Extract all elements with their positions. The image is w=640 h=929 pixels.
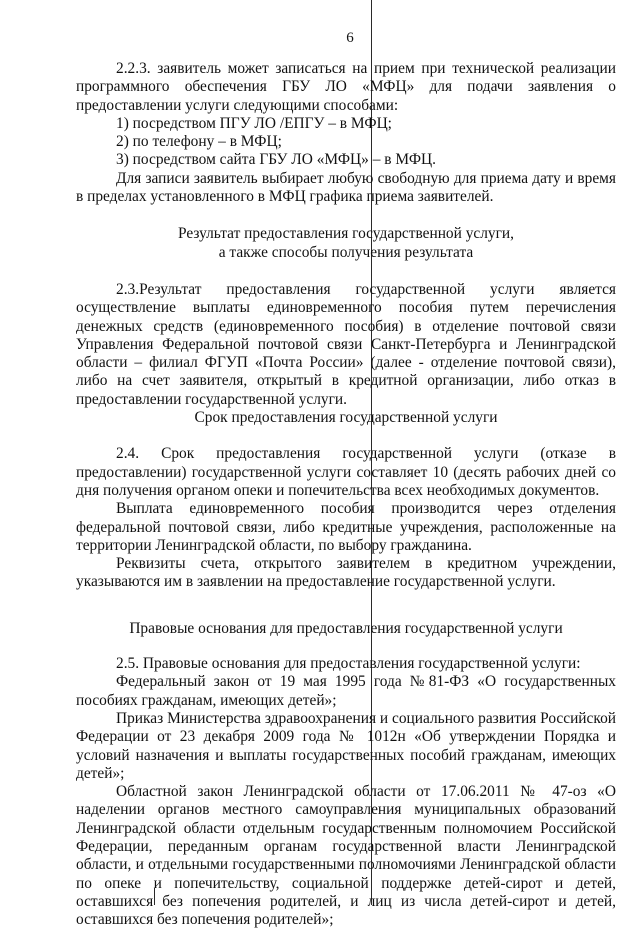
document-body — [76, 60, 616, 929]
paragraph-2-2-3: 2.2.3. заявитель может записаться на прием при технической реализации программного обеспечения ГБУ ЛО «МФЦ» для подачи заявления о предоставлении услуги следующими способами: — [76, 60, 616, 114]
page-number: 6 — [346, 30, 354, 46]
heading-term: Срок предоставления государственной услуги — [194, 409, 498, 427]
paragraph-regional-law: Областной закон Ленинградской области от 17.06.2011 № 47-оз «О наделении органов местного самоуправления муниципальных образований Ленинградской области отдельным государственным полномочием Российской Федерации, переданным органам государственной власти Ленинградской области, и отдельными государственными полномочиями Ленинградской области по опеке и попечительству, социальной поддержке детей-сирот и детей, оставшихся без попечения родителей, и лиц из числа детей-сирот и детей, оставшихся без попечения родителей»; — [76, 783, 616, 929]
paragraph-2-3: 2.3.Результат предоставления государственной услуги является осуществление выплаты единовременного пособия путем перечисления денежных средств (единовременного пособия) в отделение почтовой связи Управления Федеральной почтовой связи Санкт-Петербурга и Ленинградской области – филиал ФГУП «Почта России» (далее - отделение почтовой связи), либо на счет заявителя, открытый в кредитной организации, либо отказ в предоставлении государственной услуги. — [76, 280, 616, 408]
list-item-1: 1) посредством ПГУ ЛО /ЕПГУ – в МФЦ; — [116, 114, 392, 132]
list-item-3: 3) посредством сайта ГБУ ЛО «МФЦ» – в МФЦ. — [116, 151, 436, 169]
paragraph-federal-law: Федеральный закон от 19 мая 1995 года №81-ФЗ «О государственных пособиях гражданам, имеющих детей»; — [76, 673, 616, 709]
paragraph-payment: Выплата единовременного пособия производится через отделения федеральной почтовой связи, либо кредитные учреждения, расположенные на территории Ленинградской области, по выбору гражданина. — [76, 500, 616, 554]
heading-result-line1: Результат предоставления государственной услуги, — [177, 225, 515, 243]
paragraph-2-4: 2.4. Срок предоставления государственной услуги (отказе в предоставлении) государственной услуги составляет 10 (десять рабочих дней со дня получения органом опеки и попечительства всех необходимых документов. — [76, 445, 616, 499]
paragraph-2-5: 2.5. Правовые основания для предоставления государственной услуги: — [116, 655, 581, 673]
list-item-2: 2) по телефону – в МФЦ; — [116, 133, 282, 151]
paragraph-order: Приказ Министерства здравоохранения и социального развития Российской Федерации от 23 декабря 2009 года № 1012н «Об утверждении Порядка и условий назначения и выплаты государственных пособий гражданам, имеющих детей»; — [76, 709, 616, 782]
heading-result-line2: а также способы получения результата — [218, 243, 474, 261]
paragraph-account: Реквизиты счета, открытого заявителем в кредитном учреждении, указываются им в заявлении на предоставление государственной услуги. — [76, 555, 616, 591]
heading-legal: Правовые основания для предоставления государственной услуги — [129, 619, 563, 637]
paragraph-appointment: Для записи заявитель выбирает любую свободную для приема дату и время в пределах установленного в МФЦ графика приема заявителей. — [76, 169, 616, 206]
